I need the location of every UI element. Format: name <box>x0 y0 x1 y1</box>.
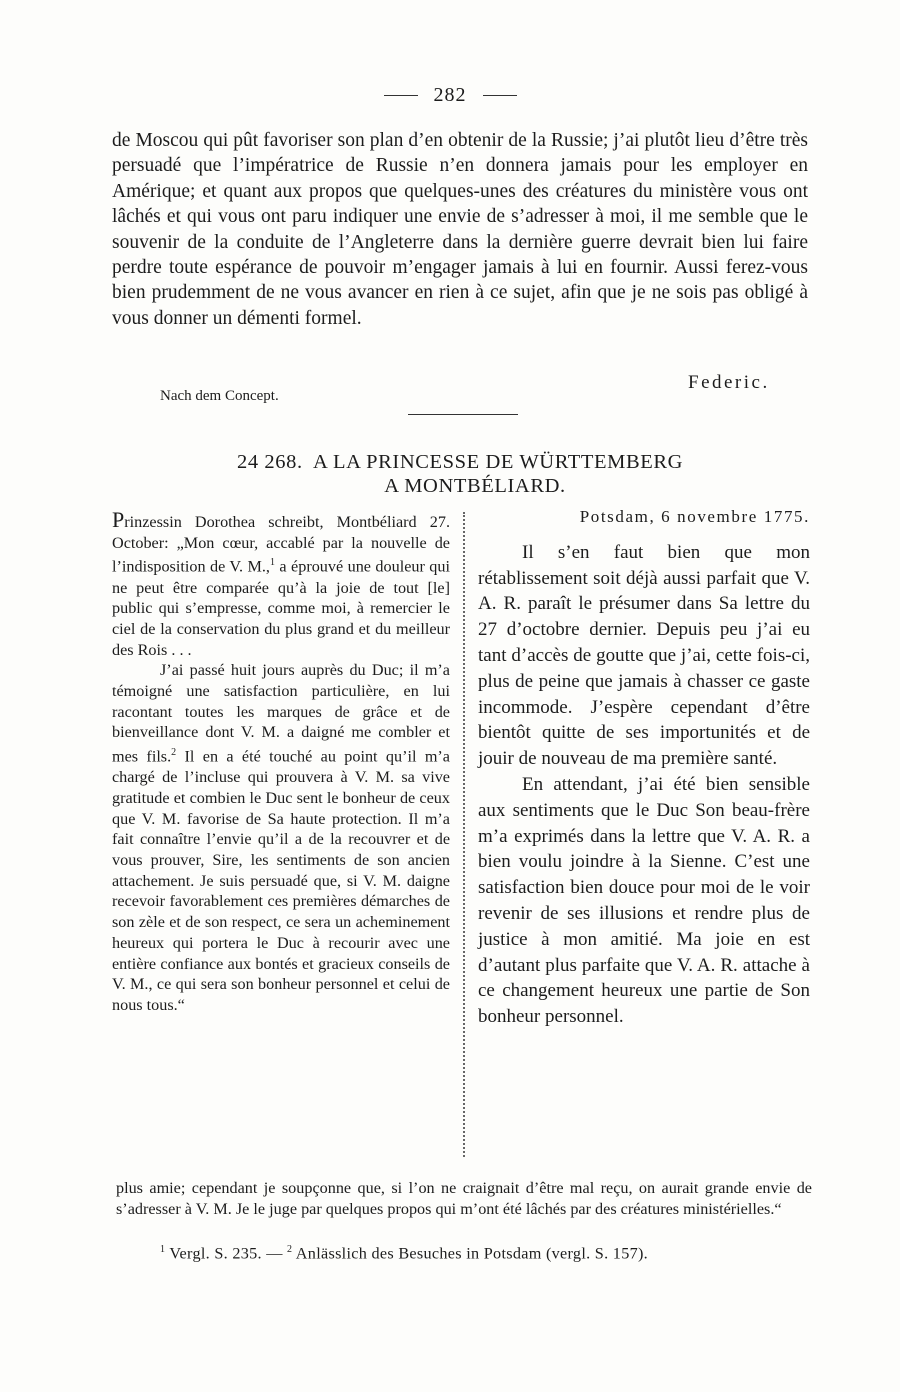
footnote-mark-1: 1 <box>160 1244 166 1255</box>
page-header <box>0 84 900 107</box>
letter-title-line1: A LA PRINCESSE DE WÜRTTEMBERG <box>313 451 684 473</box>
summary-text-2b: Il en a été touché au point qu’il m’a chargé de l’incluse qui prouvera à V. M. sa vive gratitude et combien le Duc sent le bonheur de ceux que V. M. favorise de Sa haute protection. Il m’a fait connaître l’envie qu’il a de la recouvrer et de vous prouver, Sire, les sentiments de son ancien attachement. Je suis persuadé que, si V. M. daigne recevoir favorablement ces premières démarches de son zèle et de son respect, ce sera un acheminement heureux qui portera le Duc à recourir avec une entière confiance aux bontés et gracieux conseils de V. M., ce qui sera son bonheur personnel et celui de nous tous.“ <box>112 747 450 1014</box>
continued-paragraph: de Moscou qui pût favoriser son plan d’en obtenir de la Russie; j’ai plutôt lieu d’être très persuadé que l’impératrice de Russie n’en donnera jamais pour les employer en Amérique; et quant aux propos que quelques-unes des créatures du ministère vous ont lâchés et qui vous ont paru indiquer une envie de s’adresser à moi, il me semble que le souvenir de la conduite de l’Angleterre dans la dernière guerre devrait bien lui faire perdre toute espérance de pouvoir m’engager jamais à lui en fournir. Aussi ferez-vous bien prudemment de ne vous avancer en rien à ce sujet, afin que je ne sois pas obligé à vous donner un démenti formel. <box>112 130 808 329</box>
continued-letter-text <box>112 128 808 331</box>
footnotes <box>160 1244 820 1263</box>
summary-text-1b: a éprouvé une douleur qui ne peut être comparée qu’à la joie de tout [le] public qui s’empresse, comme moi, à remercier le ciel de la conservation du plus grand et du meilleur des Rois . . . <box>112 557 450 659</box>
source-note: Nach dem Concept. <box>160 388 279 404</box>
left-column-summary <box>112 507 450 1016</box>
right-column-letter <box>478 504 810 1030</box>
letter-title-line2: A MONTBÉLIARD. <box>384 475 566 497</box>
letter-paragraph-1: Il s’en faut bien que mon rétablissement soit déjà aussi parfait que V. A. R. paraît le présumer dans Sa lettre du 27 d’octobre dernier. Depuis peu j’ai eu tant d’accès de goutte que j’ai, cette fois-ci, plus de peine que jamais à chasser ce gaste incommode. J’espère cependant d’être bientôt quitte de ses importunités et de jouir de nouveau de ma première santé. <box>478 541 810 770</box>
letter-paragraph-2: En attendant, j’ai été bien sensible aux sentiments que le Duc Son beau-frère m’a exprimés dans la lettre que V. A. R. a bien voulu joindre à la Sienne. C’est une satisfaction bien douce pour moi de le voir revenir de ses illusions et rendre plus de justice à mon amitié. Ma joie en est d’autant plus parfaite que V. A. R. attache à ce changement heureux une partie de Son bonheur personnel. <box>478 773 810 1028</box>
header-rule-right <box>483 95 517 96</box>
footnote-text-2: Anlässlich des Besuches in Potsdam (vergl. S. 157). <box>292 1244 649 1263</box>
summary-text-2a: J’ai passé huit jours auprès du Duc; il m’a témoigné une satisfaction particulière, en lui racontant toutes les marques de grâce et de bienveillance dont V. M. a daigné me combler et mes fils. <box>112 661 450 766</box>
page-number: 282 <box>433 84 467 106</box>
footnote-ref-2: 2 <box>171 747 177 759</box>
signature: Federic. <box>688 372 770 393</box>
summary-paragraph-2 <box>112 660 450 1015</box>
summary-text-1a: rinzessin Dorothea schreibt, Montbéliard 27. October: „Mon cœur, accablé par la nouvelle de l’indisposition de V. M., <box>112 513 450 576</box>
footnote-text-1: Vergl. S. 235. — <box>165 1244 288 1263</box>
dateline: Potsdam, 6 novembre 1775. <box>579 507 810 526</box>
drop-cap: P <box>112 507 125 532</box>
footnote-mark-2: 2 <box>287 1244 293 1255</box>
summary-paragraph-1 <box>112 507 450 660</box>
footnote-ref-1: 1 <box>269 557 275 569</box>
column-divider <box>463 512 465 1157</box>
letter-number: 24 268. <box>236 451 303 473</box>
bottom-continuation-text: plus amie; cependant je soupçonne que, si l’on ne craignait d’être mal reçu, on aurait grande envie de s’adresser à V. M. Je le juge par quelques propos qui m’ont été lâchés par des créatures ministérielles.“ <box>116 1179 812 1218</box>
section-divider-rule <box>408 414 518 415</box>
header-rule-left <box>384 95 418 96</box>
letter-heading <box>150 450 770 498</box>
